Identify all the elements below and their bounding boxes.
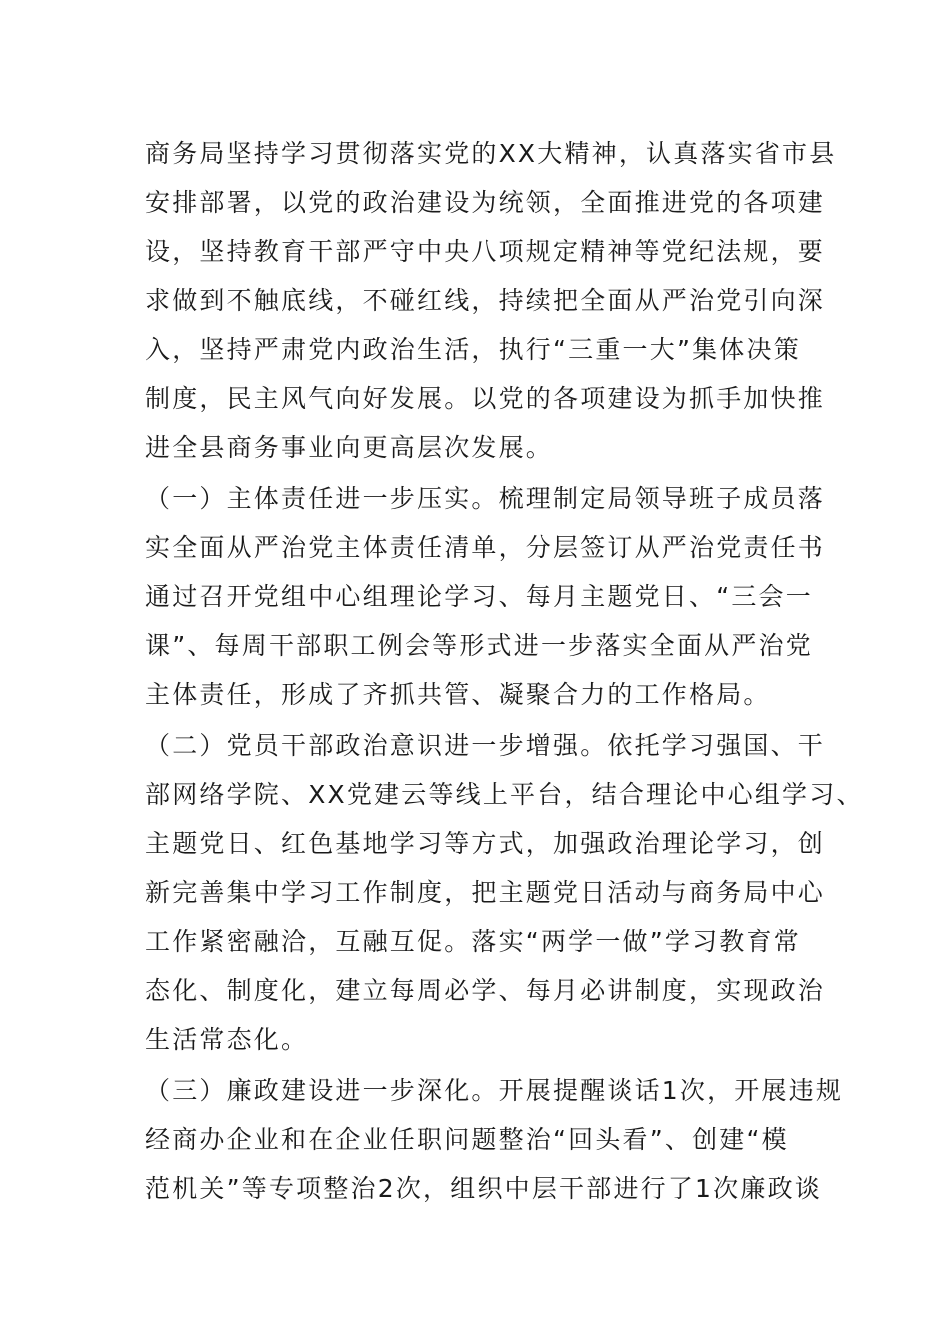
- text-line-2: 安排部署，以党的政治建设为统领，全面推进党的各项建: [145, 188, 826, 217]
- text-line-7: 进全县商务事业向更高层次发展。: [145, 433, 554, 462]
- text-line-1: 商务局坚持学习贯彻落实党的XX大精神，认真落实省市县: [145, 139, 837, 168]
- section-heading-3: （三）廉政建设进一步深化。开展提醒谈话1次，开展违规: [145, 1076, 844, 1105]
- text-line-5: 入，坚持严肃党内政治生活，执行“三重一大”集体决策: [145, 335, 801, 364]
- section-heading-2: （二）党员干部政治意识进一步增强。依托学习强国、干: [145, 731, 826, 760]
- section-heading-1: （一）主体责任进一步压实。梳理制定局领导班子成员落: [145, 484, 826, 513]
- text-line-22: 范机关”等专项整治2次，组织中层干部进行了1次廉政谈: [145, 1174, 822, 1203]
- text-line-19: 生活常态化。: [145, 1025, 309, 1054]
- text-line-6: 制度，民主风气向好发展。以党的各项建设为抓手加快推: [145, 384, 826, 413]
- text-line-3: 设，坚持教育干部严守中央八项规定精神等党纪法规，要: [145, 237, 826, 266]
- text-line-16: 新完善集中学习工作制度，把主题党日活动与商务局中心: [145, 878, 826, 907]
- text-line-18: 态化、制度化，建立每周必学、每月必讲制度，实现政治: [145, 976, 826, 1005]
- text-line-4: 求做到不触底线，不碰红线，持续把全面从严治党引向深: [145, 286, 826, 315]
- text-line-21: 经商办企业和在企业任职问题整治“回头看”、创建“模: [145, 1125, 789, 1154]
- text-line-11: 课”、每周干部职工例会等形式进一步落实全面从严治党: [145, 631, 813, 660]
- text-line-17: 工作紧密融洽，互融互促。落实“两学一做”学习教育常: [145, 927, 801, 956]
- text-line-12: 主体责任，形成了齐抓共管、凝聚合力的工作格局。: [145, 680, 771, 709]
- text-line-10: 通过召开党组中心组理论学习、每月主题党日、“三会一: [145, 582, 813, 611]
- text-line-14: 部网络学院、XX党建云等线上平台，结合理论中心组学习、: [145, 780, 864, 809]
- text-line-9: 实全面从严治党主体责任清单，分层签订从严治党责任书: [145, 533, 826, 562]
- text-line-15: 主题党日、红色基地学习等方式，加强政治理论学习，创: [145, 829, 826, 858]
